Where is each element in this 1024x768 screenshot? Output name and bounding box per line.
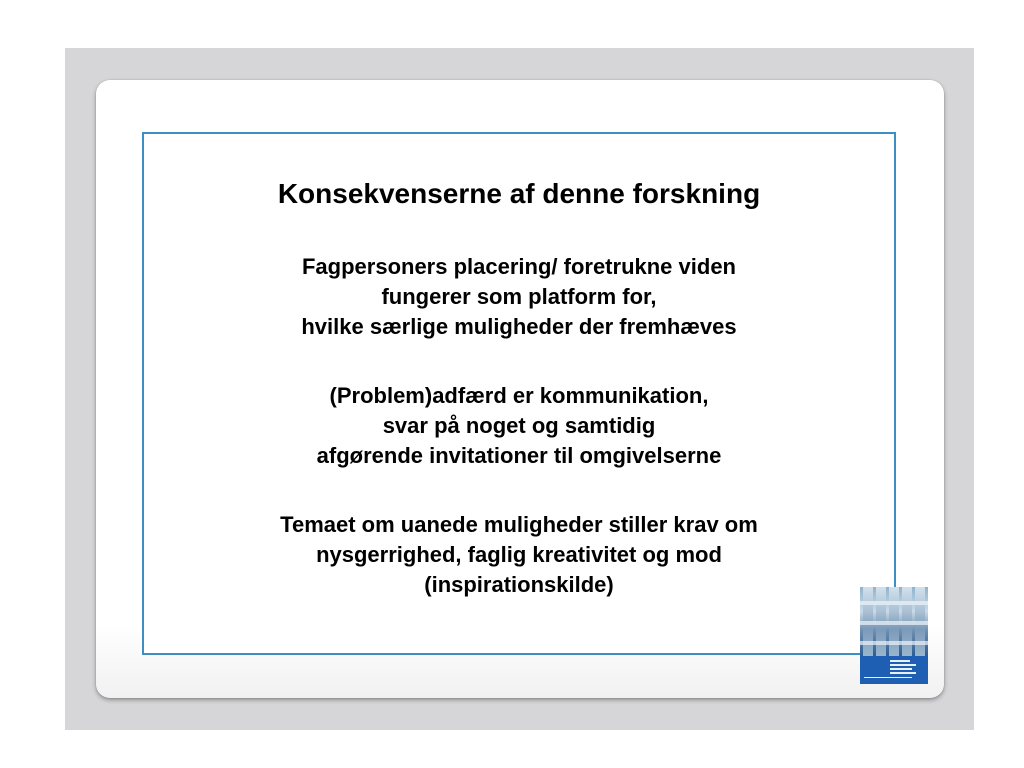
slide-title: Konsekvenserne af denne forskning [277,178,761,209]
paragraph-1-line-3: hvilke særlige muligheder der fremhæves [301,314,737,339]
paragraph-1 [142,252,896,342]
paragraph-1-line-2: fungerer som platform for, [381,284,657,309]
paragraph-3 [142,510,896,600]
paragraph-1-line-1: Fagpersoners placering/ foretrukne viden [301,254,736,279]
book-cover-thumbnail-icon [860,587,928,684]
paragraph-3-line-1: Temaet om uanede muligheder stiller krav om [280,512,758,537]
paragraph-3-line-3: (inspirationskilde) [424,572,614,597]
slide-content [142,176,896,639]
paragraph-2-line-1: (Problem)adfærd er kommunikation, [329,383,709,408]
paragraph-3-line-2: nysgerrighed, faglig kreativitet og mod [316,542,722,567]
paragraph-2-line-2: svar på noget og samtidig [382,413,656,438]
paragraph-2 [142,381,896,471]
paragraph-2-line-3: afgørende invitationer til omgivelserne [316,443,722,468]
